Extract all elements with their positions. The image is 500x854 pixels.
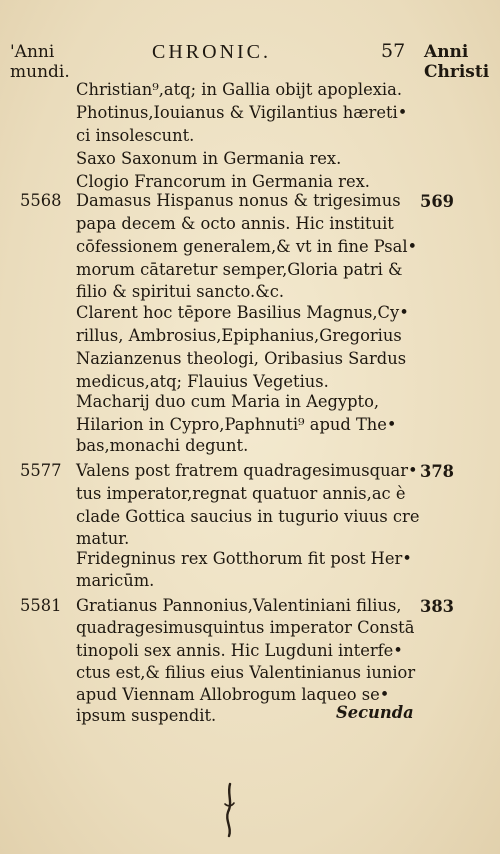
text-line: morum cātaretur semper,Gloria patri &	[76, 260, 403, 279]
text-line: tus imperator,regnat quatuor annis,ac è	[76, 484, 406, 503]
text-line: maricūm.	[76, 571, 155, 590]
year-christi: 378	[420, 462, 454, 481]
year-mundi: 5577	[20, 461, 62, 480]
catchword: Secunda	[336, 703, 414, 722]
text-line: Fridegninus rex Gotthorum fit post Her•	[76, 549, 412, 568]
text-line: cōfessionem generalem,& vt in fine Psal•	[76, 237, 418, 256]
text-line: Damasus Hispanus nonus & trigesimus	[76, 191, 401, 210]
header-anni-label-right: Anni	[424, 42, 469, 62]
text-line: quadragesimusquintus imperator Constā	[76, 618, 415, 637]
text-line: Nazianzenus theologi, Oribasius Sardus	[76, 349, 407, 368]
text-line: Hilarion in Cypro,Paphnuti⁹ apud The•	[76, 415, 397, 434]
header-anni-christi	[424, 42, 489, 82]
text-line: filio & spiritui sancto.&c.	[76, 282, 284, 301]
text-line: medicus,atq; Flauius Vegetius.	[76, 372, 329, 391]
text-line: Valens post fratrem quadragesimusquar•	[76, 461, 418, 480]
text-line: papa decem & octo annis. Hic instituit	[76, 214, 394, 233]
text-line: Clarent hoc tēpore Basilius Magnus,Cy•	[76, 303, 409, 322]
running-title: CHRONIC.	[152, 41, 272, 63]
header-mundi-label: mundi.	[10, 62, 70, 82]
text-line: ctus est,& filius eius Valentinianus iunior	[76, 663, 416, 682]
text-line: apud Viennam Allobrogum laqueo se•	[76, 685, 390, 704]
year-christi: 383	[420, 597, 454, 616]
text-line: ci insolescunt.	[76, 126, 195, 145]
header-anni-mundi	[10, 42, 70, 82]
year-mundi: 5581	[20, 596, 62, 615]
text-line: ipsum suspendit.	[76, 706, 217, 725]
text-line: Gratianus Pannonius,Valentiniani filius,	[76, 596, 402, 615]
text-line: Christian⁹,atq; in Gallia obijt apoplexia.	[76, 80, 403, 99]
text-line: matur.	[76, 529, 130, 548]
text-line: Saxo Saxonum in Germania rex.	[76, 149, 342, 168]
header-christi-label: Christi	[424, 62, 490, 82]
header-anni-label: 'Anni	[10, 42, 55, 62]
year-christi: 569	[420, 192, 454, 211]
ink-mark-icon	[218, 782, 242, 838]
text-line: Clogio Francorum in Germania rex.	[76, 172, 370, 191]
year-mundi: 5568	[20, 191, 62, 210]
text-line: Macharij duo cum Maria in Aegypto,	[76, 392, 380, 411]
text-line: rillus, Ambrosius,Epiphanius,Gregorius	[76, 326, 402, 345]
page-number: 57	[381, 40, 406, 62]
text-line: Photinus,Iouianus & Vigilantius hæreti•	[76, 103, 408, 122]
text-line: clade Gottica saucius in tugurio viuus cre	[76, 507, 420, 526]
text-line: tinopoli sex annis. Hic Lugduni interfe•	[76, 641, 403, 660]
text-line: bas,monachi degunt.	[76, 436, 249, 455]
